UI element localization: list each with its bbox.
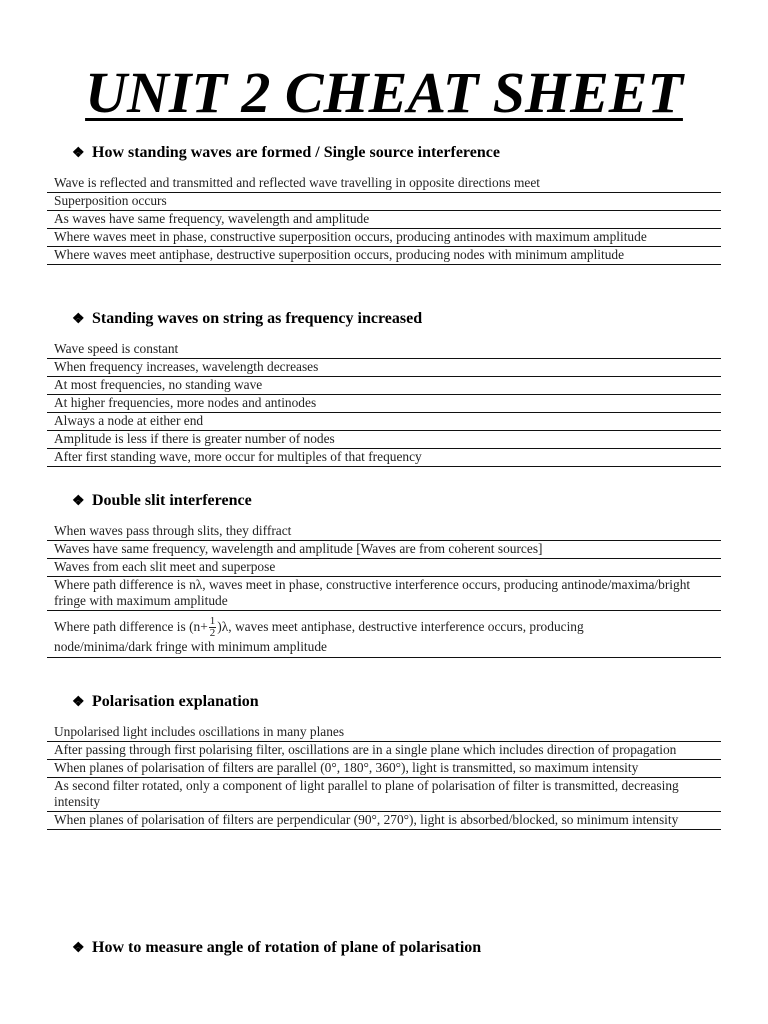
- section-heading: [72, 309, 721, 329]
- section-polarisation: [47, 692, 721, 830]
- notes-table: [47, 724, 721, 830]
- table-row: Unpolarised light includes oscillations in many planes: [47, 724, 721, 742]
- table-row: Always a node at either end: [47, 413, 721, 431]
- table-row: Superposition occurs: [47, 193, 721, 211]
- table-row: After first standing wave, more occur for multiples of that frequency: [47, 449, 721, 467]
- section-heading: [72, 143, 721, 163]
- table-row: Waves have same frequency, wavelength and amplitude [Waves are from coherent sources]: [47, 541, 721, 559]
- section-heading: [72, 692, 721, 712]
- table-row: At higher frequencies, more nodes and antinodes: [47, 395, 721, 413]
- diamond-bullet-icon: ❖: [72, 494, 85, 509]
- diamond-bullet-icon: ❖: [72, 941, 85, 956]
- fraction-line: Where path difference is (n+ $\frac{1}{2}$ )λ, waves meet antiphase, destructive interference occurs, producing: [54, 615, 584, 640]
- page-title: UNIT 2 CHEAT SHEET: [85, 60, 683, 125]
- table-row: Where waves meet in phase, constructive superposition occurs, producing antinodes with maximum amplitude: [47, 229, 721, 247]
- table-row-fraction: [47, 611, 721, 658]
- section-heading: [72, 491, 721, 511]
- half-fraction: $\frac{1}{2}$: [209, 615, 216, 640]
- section-heading-text: How to measure angle of rotation of plane of polarisation: [92, 939, 482, 956]
- table-row: Wave is reflected and transmitted and reflected wave travelling in opposite directions meet: [47, 175, 721, 193]
- table-row: As second filter rotated, only a component of light parallel to plane of polarisation of filter is transmitted, decreasing intensity: [47, 778, 721, 812]
- table-row: After passing through first polarising filter, oscillations are in a single plane which includes direction of propagation: [47, 742, 721, 760]
- section-heading-text: Double slit interference: [92, 492, 252, 509]
- fraction-line-2: node/minima/dark fringe with minimum amplitude: [54, 639, 327, 655]
- table-row: Where waves meet antiphase, destructive superposition occurs, producing nodes with minimum amplitude: [47, 247, 721, 265]
- section-heading-text: How standing waves are formed / Single source interference: [92, 144, 500, 161]
- table-row: When planes of polarisation of filters are parallel (0°, 180°, 360°), light is transmitted, so maximum intensity: [47, 760, 721, 778]
- table-row: Amplitude is less if there is greater number of nodes: [47, 431, 721, 449]
- table-row: Waves from each slit meet and superpose: [47, 559, 721, 577]
- table-row: When frequency increases, wavelength decreases: [47, 359, 721, 377]
- notes-table: [47, 175, 721, 265]
- section-heading: [72, 938, 721, 958]
- notes-table: [47, 523, 721, 658]
- table-row: Wave speed is constant: [47, 341, 721, 359]
- section-heading-text: Standing waves on string as frequency increased: [92, 310, 423, 327]
- table-row: Where path difference is nλ, waves meet in phase, constructive interference occurs, producing antinode/maxima/bright fringe with maximum amplitude: [47, 577, 721, 611]
- section-double-slit: [47, 491, 721, 658]
- section-heading-text: Polarisation explanation: [92, 693, 259, 710]
- section-standing-waves-formed: [47, 143, 721, 265]
- table-row: When planes of polarisation of filters are perpendicular (90°, 270°), light is absorbed/blocked, so minimum intensity: [47, 812, 721, 830]
- diamond-bullet-icon: ❖: [72, 312, 85, 327]
- diamond-bullet-icon: ❖: [72, 695, 85, 710]
- table-row: At most frequencies, no standing wave: [47, 377, 721, 395]
- section-measure-angle: [47, 938, 721, 958]
- table-row: As waves have same frequency, wavelength and amplitude: [47, 211, 721, 229]
- section-standing-waves-string: [47, 309, 721, 467]
- table-row: When waves pass through slits, they diffract: [47, 523, 721, 541]
- diamond-bullet-icon: ❖: [72, 146, 85, 161]
- notes-table: [47, 341, 721, 467]
